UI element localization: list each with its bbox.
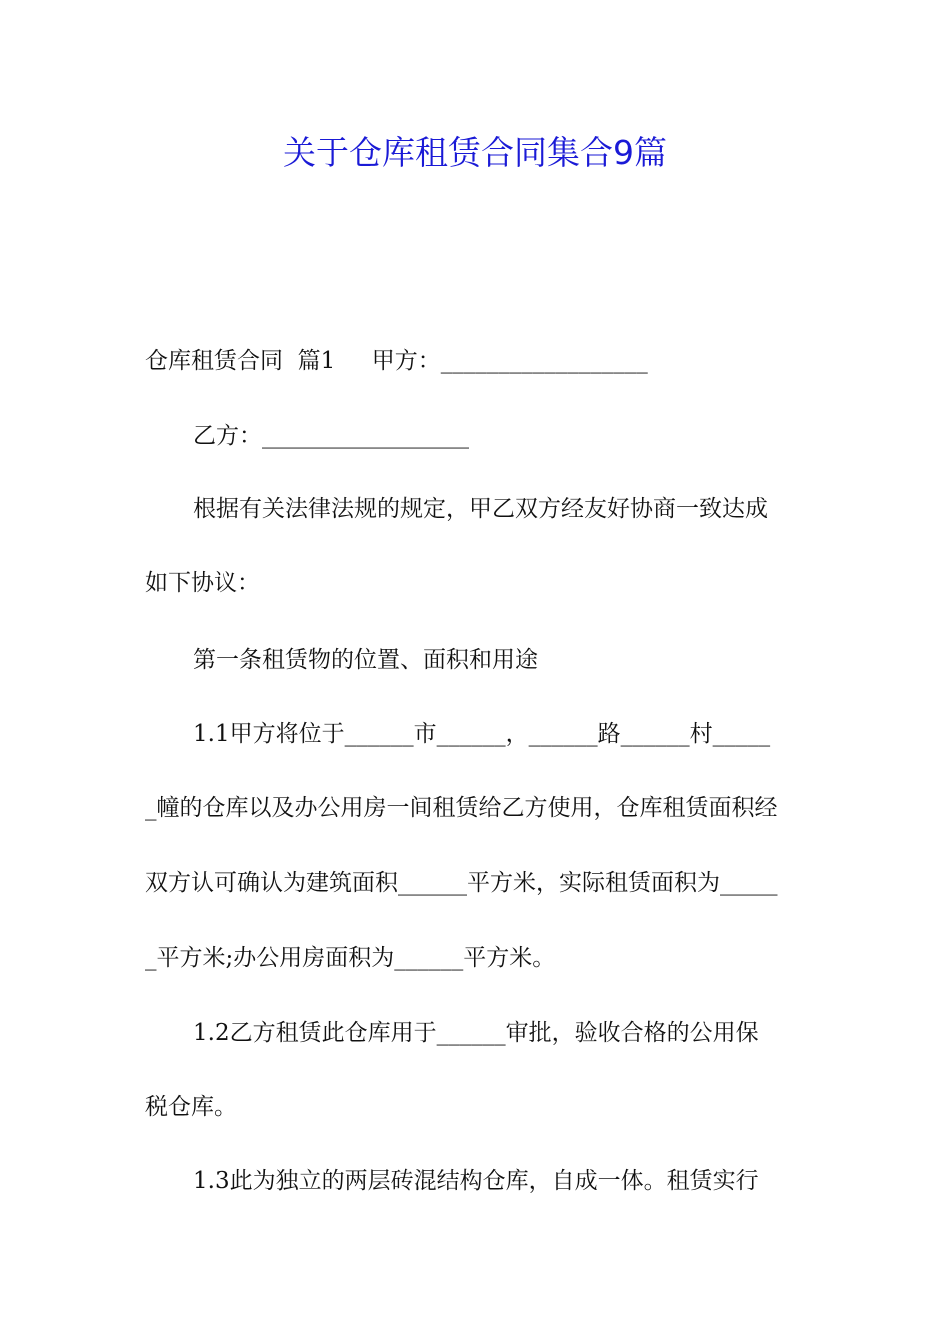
paragraph-line: 1.1甲方将位于______市______，______路______村_____ bbox=[193, 721, 771, 747]
paragraph-line: 1.2乙方租赁此仓库用于______审批，验收合格的公用保 bbox=[193, 1020, 759, 1046]
document-title: 关于仓库租赁合同集合9篇 bbox=[283, 133, 667, 172]
paragraph-line: _平方米;办公用房面积为______平方米。 bbox=[145, 945, 556, 971]
paragraph-line: 仓库租赁合同 篇1 甲方：__________________ bbox=[145, 348, 648, 374]
paragraph-line: 第一条租赁物的位置、面积和用途 bbox=[193, 647, 538, 673]
paragraph-line: 1.3此为独立的两层砖混结构仓库，自成一体。租赁实行 bbox=[193, 1168, 759, 1194]
paragraph-line: 乙方：__________________ bbox=[193, 423, 469, 449]
paragraph-line: 税仓库。 bbox=[145, 1094, 237, 1120]
paragraph-line: _幢的仓库以及办公用房一间租赁给乙方使用，仓库租赁面积经 bbox=[145, 795, 778, 821]
paragraph-line: 如下协议： bbox=[145, 570, 260, 596]
paragraph-line: 根据有关法律法规的规定，甲乙双方经友好协商一致达成 bbox=[193, 496, 768, 522]
paragraph-line: 双方认可确认为建筑面积______平方米，实际租赁面积为_____ bbox=[145, 870, 778, 896]
